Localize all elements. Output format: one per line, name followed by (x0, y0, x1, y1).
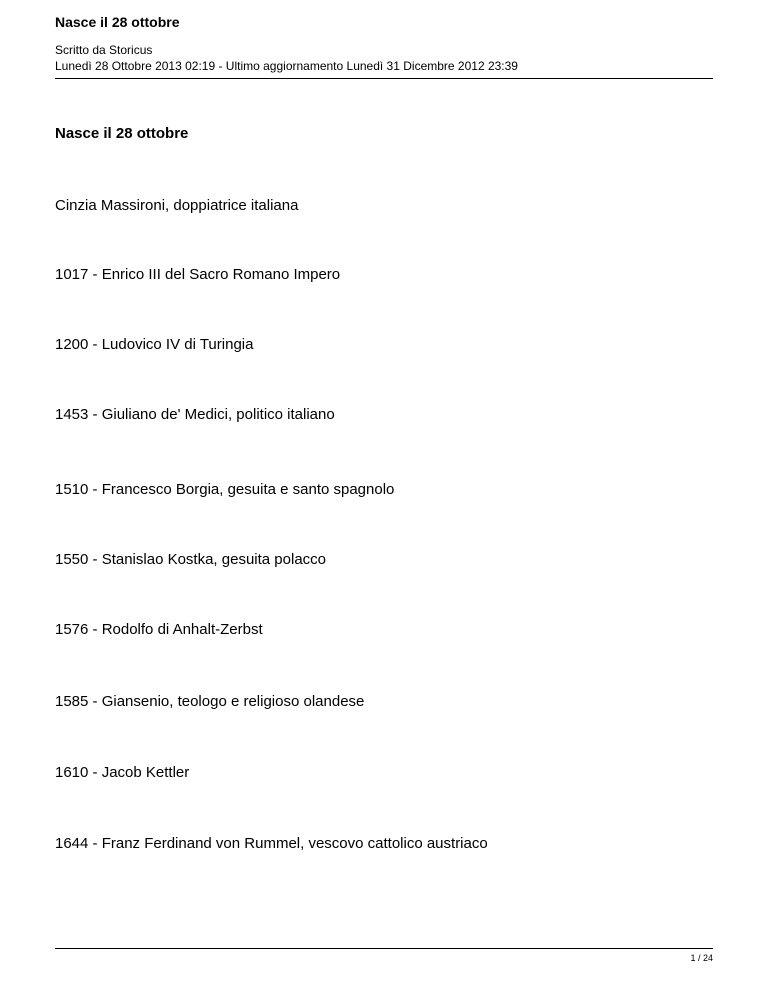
list-item: Cinzia Massironi, doppiatrice italiana (55, 197, 299, 214)
list-item: 1610 - Jacob Kettler (55, 764, 190, 781)
list-item: 1644 - Franz Ferdinand von Rummel, vescovo cattolico austriaco (55, 835, 488, 852)
list-item: 1017 - Enrico III del Sacro Romano Impero (55, 266, 341, 283)
list-item: 1200 - Ludovico IV di Turingia (55, 336, 254, 353)
list-item: 1453 - Giuliano de' Medici, politico italiano (55, 406, 335, 423)
dates-line: Lunedì 28 Ottobre 2013 02:19 - Ultimo aggiornamento Lunedì 31 Dicembre 2012 23:39 (55, 59, 518, 73)
list-item: 1585 - Giansenio, teologo e religioso olandese (55, 693, 365, 710)
footer-divider (55, 948, 713, 949)
page-number: 1 / 24 (690, 953, 713, 963)
list-item: 1550 - Stanislao Kostka, gesuita polacco (55, 551, 327, 568)
list-item: 1576 - Rodolfo di Anhalt-Zerbst (55, 621, 263, 638)
header-divider (55, 78, 713, 79)
author-line: Scritto da Storicus (55, 43, 153, 57)
header-title: Nasce il 28 ottobre (55, 14, 180, 30)
article-heading: Nasce il 28 ottobre (55, 125, 189, 142)
list-item: 1510 - Francesco Borgia, gesuita e santo spagnolo (55, 481, 395, 498)
